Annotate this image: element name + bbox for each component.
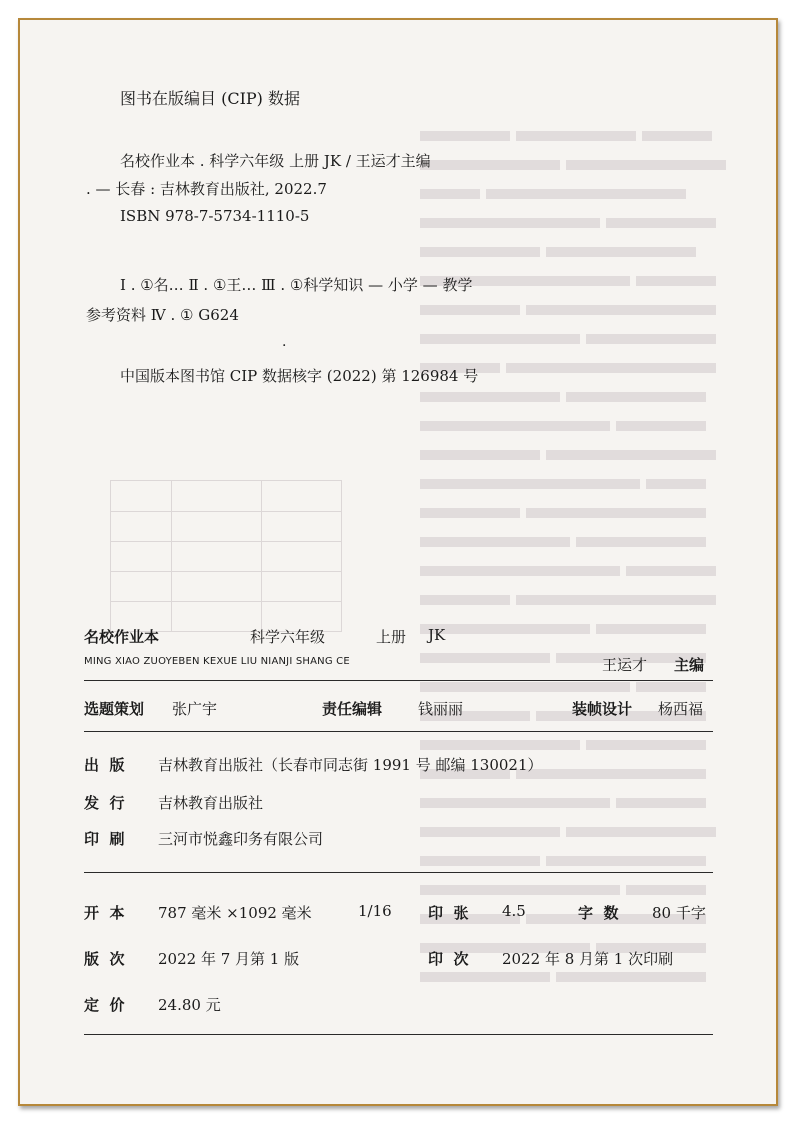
book-pinyin: MING XIAO ZUOYEBEN KEXUE LIU NIANJI SHANG CE <box>84 656 350 667</box>
bleed-through-text <box>420 125 750 995</box>
words-value: 80 千字 <box>652 904 706 922</box>
cip-heading: 图书在版编目 (CIP) 数据 <box>120 89 300 108</box>
bleed-through-table <box>110 480 342 632</box>
publish-label: 出 版 <box>84 756 125 774</box>
cip-reference-line: 参考资料 Ⅳ . ① G624 <box>86 306 239 324</box>
planning-name: 张广宇 <box>172 700 218 718</box>
book-subject: 科学六年级 <box>250 628 326 646</box>
format-label: 开 本 <box>84 904 125 922</box>
words-label: 字 数 <box>578 904 619 922</box>
responsible-editor-name: 钱丽丽 <box>418 700 464 718</box>
book-volume: 上册 <box>376 628 407 646</box>
divider-line <box>84 680 713 681</box>
book-title: 名校作业本 <box>84 628 160 646</box>
printing-label: 印 次 <box>428 950 469 968</box>
cip-classification-line: Ⅰ . ①名… Ⅱ . ①王… Ⅲ . ①科学知识 — 小学 — 教学 <box>120 276 473 294</box>
distribute-value: 吉林教育出版社 <box>158 794 264 812</box>
format-value: 787 毫米 ×1092 毫米 <box>158 904 312 922</box>
responsible-editor-label: 责任编辑 <box>322 700 383 718</box>
cip-isbn: ISBN 978-7-5734-1110-5 <box>120 207 310 225</box>
printing-value: 2022 年 8 月第 1 次印刷 <box>502 950 674 968</box>
edition-value: 2022 年 7 月第 1 版 <box>158 950 300 968</box>
cip-dot: · <box>282 338 287 354</box>
price-value: 24.80 元 <box>158 996 221 1014</box>
planning-label: 选题策划 <box>84 700 145 718</box>
sheets-label: 印 张 <box>428 904 469 922</box>
print-label: 印 刷 <box>84 830 125 848</box>
copyright-page <box>18 18 778 1106</box>
edition-label: 版 次 <box>84 950 125 968</box>
design-label: 装帧设计 <box>572 700 633 718</box>
book-edition-code: JK <box>428 626 446 644</box>
divider-line <box>84 1034 713 1035</box>
cip-record-number: 中国版本图书馆 CIP 数据核字 (2022) 第 126984 号 <box>120 367 479 385</box>
chief-editor-role: 主编 <box>674 656 705 674</box>
cip-title-line: 名校作业本 . 科学六年级 上册 JK / 王运才主编 <box>120 152 431 170</box>
print-value: 三河市悦鑫印务有限公司 <box>158 830 324 848</box>
sheets-value: 4.5 <box>502 902 526 920</box>
cip-publisher-line: . — 长春 : 吉林教育出版社, 2022.7 <box>86 180 327 198</box>
design-name: 杨西福 <box>658 700 704 718</box>
chief-editor-name: 王运才 <box>602 656 648 674</box>
format-fold: 1/16 <box>358 902 392 920</box>
publish-value: 吉林教育出版社（长春市同志街 1991 号 邮编 130021） <box>158 756 543 774</box>
divider-line <box>84 731 713 732</box>
distribute-label: 发 行 <box>84 794 125 812</box>
price-label: 定 价 <box>84 996 125 1014</box>
divider-line <box>84 872 713 873</box>
